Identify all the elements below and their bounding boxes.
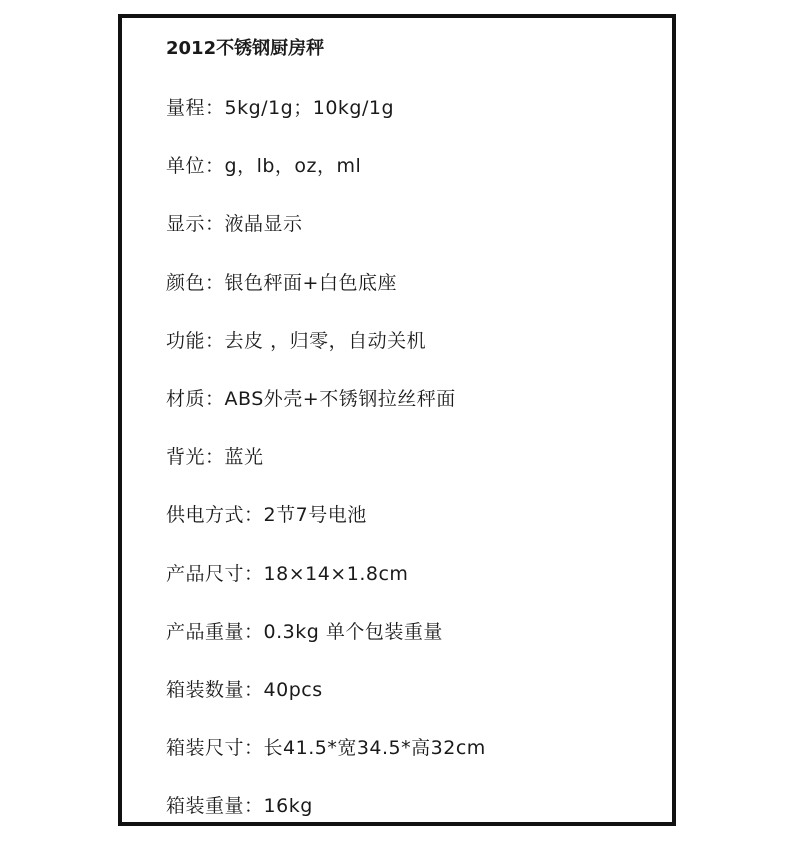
spec-label: 产品重量: [166, 620, 245, 643]
spec-label: 背光: [166, 446, 206, 469]
spec-label: 功能: [166, 329, 206, 352]
spec-row-backlight: [166, 442, 486, 500]
spec-value: 液晶显示: [224, 213, 303, 236]
spec-separator: ：: [205, 387, 225, 410]
spec-separator: ：: [205, 446, 225, 469]
spec-label: 供电方式: [166, 504, 245, 527]
spec-value: g，lb，oz，ml: [224, 155, 362, 178]
spec-separator: ：: [205, 271, 225, 294]
spec-value: 银色秤面+白色底座: [224, 271, 397, 294]
spec-separator: ：: [244, 737, 264, 760]
spec-value: 5kg/1g；10kg/1g: [224, 97, 395, 119]
spec-label: 材质: [166, 387, 206, 410]
spec-row-units: [166, 151, 486, 209]
spec-separator: ：: [244, 504, 264, 527]
spec-separator: ：: [244, 620, 264, 643]
spec-row-display: [166, 209, 486, 267]
spec-value: 0.3kg 单个包装重量: [263, 620, 443, 643]
spec-separator: ：: [244, 562, 264, 585]
spec-value: 40pcs: [263, 678, 323, 701]
spec-row-functions: [166, 326, 486, 384]
spec-separator: ：: [205, 213, 225, 236]
spec-separator: ：: [244, 795, 264, 818]
spec-row-power: [166, 500, 486, 558]
spec-label: 单位: [166, 155, 206, 178]
product-title: 2012不锈钢厨房秤: [166, 38, 325, 59]
spec-row-color: [166, 268, 486, 326]
spec-separator: ：: [244, 678, 264, 701]
spec-row-carton-weight: [166, 791, 486, 849]
spec-row-carton-quantity: [166, 675, 486, 733]
spec-value: 18×14×1.8cm: [263, 562, 409, 585]
spec-value: 2节7号电池: [263, 504, 367, 527]
spec-label: 箱装尺寸: [166, 737, 245, 760]
spec-separator: ：: [205, 155, 225, 178]
spec-list: [166, 93, 486, 849]
spec-label: 量程: [166, 97, 206, 119]
spec-value: 蓝光: [224, 446, 264, 469]
spec-row-carton-size: [166, 733, 486, 791]
spec-separator: ：: [205, 97, 225, 119]
spec-row-product-weight: [166, 617, 486, 675]
spec-value: 长41.5*宽34.5*高32cm: [263, 737, 486, 760]
spec-label: 产品尺寸: [166, 562, 245, 585]
spec-label: 箱装重量: [166, 795, 245, 818]
spec-separator: ：: [205, 329, 225, 352]
spec-label: 箱装数量: [166, 678, 245, 701]
spec-card: [118, 14, 676, 826]
spec-label: 显示: [166, 213, 206, 236]
spec-value: 去皮 ，归零，自动关机: [224, 329, 427, 352]
spec-value: 16kg: [263, 795, 313, 818]
spec-value: ABS外壳+不锈钢拉丝秤面: [224, 387, 456, 410]
spec-row-product-size: [166, 559, 486, 617]
spec-row-range: [166, 93, 486, 151]
spec-label: 颜色: [166, 271, 206, 294]
spec-row-material: [166, 384, 486, 442]
